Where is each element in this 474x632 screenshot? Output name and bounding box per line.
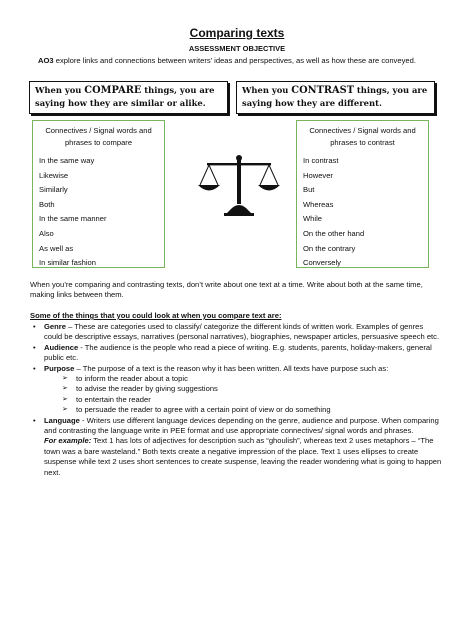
purpose-list bbox=[44, 374, 442, 416]
intro-text: explore links and connections between writers’ ideas and perspectives, as well as how these are conveyed. bbox=[53, 56, 416, 65]
compare-list-title: Connectives / Signal words and phrases to compare bbox=[45, 126, 152, 147]
list-item: While bbox=[303, 214, 322, 224]
bullet-icon: • bbox=[33, 363, 36, 373]
bullet-icon: • bbox=[33, 415, 36, 425]
list-item: ➢ to entertain the reader bbox=[62, 394, 151, 404]
instruction-paragraph: When you’re comparing and contrasting texts, don’t write about one text at a time. Write about both at the same time, making links between them. bbox=[30, 280, 423, 300]
compare-connectives-box bbox=[32, 120, 165, 268]
list-item: Also bbox=[39, 228, 54, 238]
compare-definition-box bbox=[29, 81, 228, 114]
arrow-bullet-icon: ➢ bbox=[62, 406, 68, 414]
compare-post: things, you are saying how they are similar or alike. bbox=[35, 85, 215, 108]
list-item: ➢ to inform the reader about a topic bbox=[62, 374, 188, 384]
list-item-purpose bbox=[30, 364, 442, 416]
list-item-genre bbox=[30, 322, 442, 343]
contrast-keyword: CONTRAST bbox=[291, 85, 354, 96]
list-item: Both bbox=[39, 199, 55, 209]
purpose-text: – The purpose of a text is the reason why it has been written. All texts have purpose such as: bbox=[74, 363, 389, 373]
list-item: However bbox=[303, 170, 333, 180]
language-example bbox=[44, 436, 442, 478]
list-item: On the contrary bbox=[303, 243, 356, 253]
list-item: In contrast bbox=[303, 156, 339, 165]
list-item: Likewise bbox=[39, 170, 69, 180]
list-item: On the other hand bbox=[303, 228, 365, 238]
bullet-icon: • bbox=[33, 322, 36, 331]
example-text: Text 1 has lots of adjectives for description such as “ghoulish”, whereas text 2 uses metaphors – “The town was a bare wasteland.” Both texts create a negative impression of the place. Text 1 uses ellipses to create suspense while text 2 uses short sentences to create suspense, leaving the reader wondering what is going to happen next. bbox=[44, 436, 442, 477]
things-heading: Some of the things that you could look at when you compare text are: bbox=[30, 311, 282, 320]
contrast-list-title: Connectives / Signal words and phrases to contrast bbox=[309, 126, 416, 147]
arrow-bullet-icon: ➢ bbox=[62, 395, 68, 403]
list-item: ➢ to persuade the reader to agree with a certain point of view or do something bbox=[62, 405, 331, 415]
compare-pre: When you bbox=[35, 85, 85, 95]
page-title: Comparing texts bbox=[189, 26, 285, 40]
list-item-audience bbox=[30, 343, 442, 364]
list-item: But bbox=[303, 185, 315, 195]
language-term: Language bbox=[44, 415, 80, 425]
arrow-bullet-icon: ➢ bbox=[62, 385, 68, 393]
assessment-heading: ASSESSMENT OBJECTIVE bbox=[188, 44, 286, 53]
contrast-post: things, you are saying how they are different. bbox=[242, 85, 428, 108]
list-item: In similar fashion bbox=[39, 258, 96, 268]
audience-term: Audience bbox=[44, 342, 79, 352]
compare-keyword: COMPARE bbox=[84, 85, 142, 96]
bullet-icon: • bbox=[33, 342, 36, 352]
contrast-connectives-box bbox=[296, 120, 429, 268]
list-item-language bbox=[30, 416, 442, 478]
list-item: As well as bbox=[39, 243, 74, 253]
language-text: - Writers use different language devices depending on the genre, audience and purpose. When comparing and contrasting the language write in PEE format and use appropriate connectives/ signal words and phrases. bbox=[44, 415, 439, 436]
comparison-points-list bbox=[30, 322, 442, 478]
ao-label: AO3 bbox=[38, 56, 54, 65]
purpose-term: Purpose bbox=[44, 363, 75, 373]
contrast-list bbox=[297, 154, 428, 271]
intro-paragraph bbox=[38, 56, 438, 67]
list-item: Similarly bbox=[39, 185, 68, 195]
compare-list bbox=[33, 154, 164, 271]
list-item: ➢ to advise the reader by giving suggestions bbox=[62, 384, 218, 394]
contrast-pre: When you bbox=[242, 85, 292, 95]
arrow-bullet-icon: ➢ bbox=[62, 375, 68, 383]
list-item: In the same way bbox=[39, 156, 95, 165]
genre-text: – These are categories used to classify/ categorize the different kinds of written work. Examples of genres could be descriptive essays, narratives (personal narratives), biographies, newspaper articles, persuasive speech etc. bbox=[44, 322, 440, 342]
genre-term: Genre bbox=[44, 322, 66, 331]
balance-scale-icon bbox=[198, 152, 280, 218]
list-item: In the same manner bbox=[39, 214, 107, 224]
list-item: Conversely bbox=[303, 258, 341, 268]
contrast-definition-box bbox=[236, 81, 435, 114]
list-item: Whereas bbox=[303, 199, 334, 209]
example-label: For example: bbox=[44, 436, 92, 446]
audience-text: - The audience is the people who read a piece of writing. E.g. students, parents, holiday-makers, general public etc. bbox=[44, 342, 432, 363]
